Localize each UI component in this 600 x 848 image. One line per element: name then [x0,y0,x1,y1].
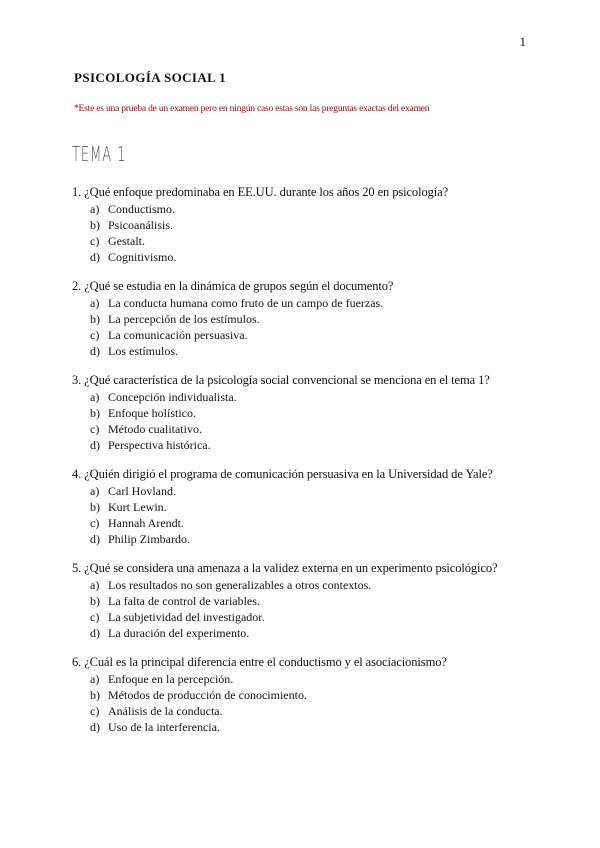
option-letter: d) [90,250,100,264]
answer-option [72,327,532,343]
option-text: Los estímulos. [108,344,179,358]
answer-option [72,577,532,593]
answer-option [72,295,532,311]
question-4 [72,466,532,547]
option-text: Philip Zimbardo. [108,532,190,546]
answer-option [72,625,532,641]
question-text: 4. ¿Quién dirigió el programa de comunicación persuasiva en la Universidad de Yale? [72,467,493,481]
option-letter: d) [90,344,100,358]
answer-option [72,687,532,703]
option-letter: c) [90,422,100,436]
option-letter: c) [90,704,100,718]
option-text: Perspectiva histórica. [108,438,211,452]
option-text: Hannah Arendt. [108,516,184,530]
option-letter: c) [90,234,100,248]
option-text: Psicoanálisis. [108,218,173,232]
answer-option [72,531,532,547]
answer-option [72,233,532,249]
answer-option [72,437,532,453]
answer-option [72,201,532,217]
question-list [72,184,532,748]
answer-option [72,311,532,327]
option-text: Concepción individualista. [108,390,237,404]
option-letter: c) [90,610,100,624]
answer-options [72,483,532,547]
question-text: 6. ¿Cuál es la principal diferencia entre el conductismo y el asociacionismo? [72,655,447,669]
disclaimer-note: *Este es una prueba de un examen pero en ningún caso estas son las preguntas exactas del examen [74,104,430,114]
option-letter: c) [90,328,100,342]
answer-option [72,499,532,515]
question-6 [72,654,532,735]
option-letter: b) [90,406,100,420]
option-letter: b) [90,312,100,326]
option-letter: c) [90,516,100,530]
option-text: Cognitivismo. [108,250,177,264]
option-letter: a) [90,202,100,216]
option-text: La comunicación persuasiva. [108,328,248,342]
option-letter: a) [90,672,100,686]
answer-options [72,671,532,735]
option-letter: d) [90,720,100,734]
question-2 [72,278,532,359]
question-3 [72,372,532,453]
option-text: Los resultados no son generalizables a otros contextos. [108,578,372,592]
option-text: Análisis de la conducta. [108,704,223,718]
answer-options [72,295,532,359]
option-text: Conductismo. [108,202,176,216]
answer-option [72,249,532,265]
answer-option [72,609,532,625]
option-letter: a) [90,296,100,310]
option-letter: b) [90,500,100,514]
answer-option [72,671,532,687]
option-letter: b) [90,218,100,232]
answer-option [72,703,532,719]
option-letter: a) [90,484,100,498]
answer-option [72,593,532,609]
option-letter: a) [90,578,100,592]
option-text: Carl Hovland. [108,484,176,498]
section-heading: TEMA 1 [72,142,127,166]
option-text: La subjetividad del investigador. [108,610,265,624]
option-text: La falta de control de variables. [108,594,260,608]
document-title: PSICOLOGÍA SOCIAL 1 [74,70,227,85]
option-letter: b) [90,688,100,702]
question-1 [72,184,532,265]
option-letter: a) [90,390,100,404]
answer-option [72,719,532,735]
answer-option [72,343,532,359]
question-text: 3. ¿Qué característica de la psicología social convencional se menciona en el tema 1? [72,373,490,387]
option-text: Kurt Lewin. [108,500,167,514]
answer-option [72,483,532,499]
option-text: Métodos de producción de conocimiento. [108,688,307,702]
option-text: Método cualitativo. [108,422,202,436]
question-text: 2. ¿Qué se estudia en la dinámica de grupos según el documento? [72,279,394,293]
option-text: Uso de la interferencia. [108,720,220,734]
answer-option [72,421,532,437]
option-text: Enfoque holístico. [108,406,196,420]
question-5 [72,560,532,641]
option-text: La conducta humana como fruto de un campo de fuerzas. [108,296,384,310]
answer-options [72,577,532,641]
page-number: 1 [519,34,526,49]
answer-option [72,389,532,405]
option-letter: d) [90,626,100,640]
option-letter: b) [90,594,100,608]
option-letter: d) [90,532,100,546]
option-text: Gestalt. [108,234,145,248]
option-text: La percepción de los estímulos. [108,312,260,326]
answer-option [72,515,532,531]
option-letter: d) [90,438,100,452]
answer-options [72,389,532,453]
option-text: Enfoque en la percepción. [108,672,234,686]
option-text: La duración del experimento. [108,626,250,640]
answer-options [72,201,532,265]
answer-option [72,405,532,421]
question-text: 5. ¿Qué se considera una amenaza a la validez externa en un experimento psicológico? [72,561,498,575]
question-text: 1. ¿Qué enfoque predominaba en EE.UU. durante los años 20 en psicología? [72,185,449,199]
answer-option [72,217,532,233]
